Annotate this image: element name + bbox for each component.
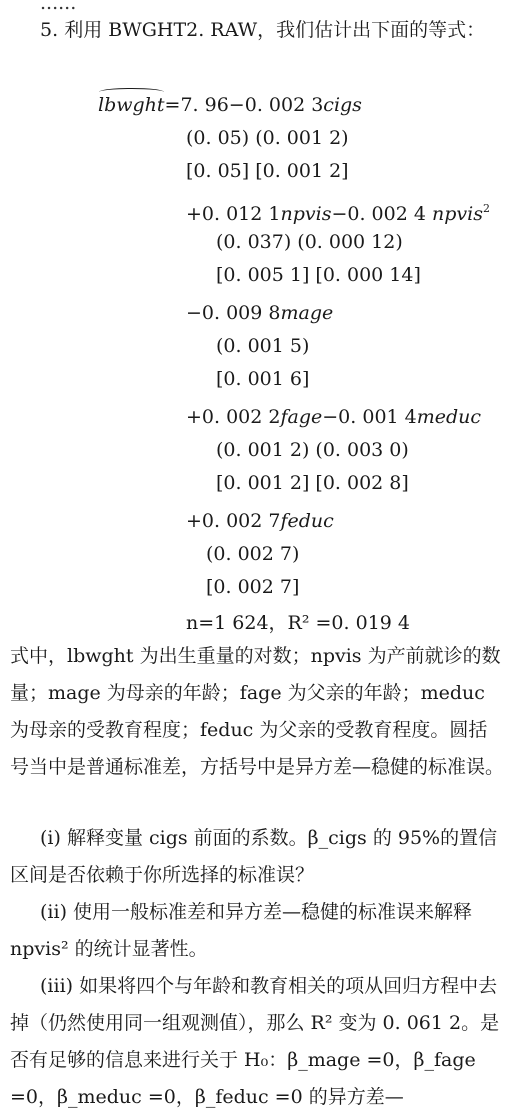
- problem-intro-text: 利用 BWGHT2. RAW，我们估计出下面的等式：: [64, 19, 486, 41]
- equation-robust-se: [0. 005 1] [0. 000 14]: [216, 264, 421, 286]
- question-i: (i) 解释变量 cigs 前面的系数。β_cigs 的 95%的置信区间是否依赖于你所选择的标准误？: [10, 827, 498, 886]
- question-iii: (iii) 如果将四个与年龄和教育相关的项从回归方程中去掉（仍然使用同一组观测值），那么 R² 变为 0. 061 2。是否有足够的信息来进行关于 H₀：β_mage =0，β_fage =0，β_meduc =0，β_feduc =0 的异方差—: [10, 975, 500, 1108]
- equation-robust-se: [0. 001 2] [0. 002 8]: [216, 472, 409, 494]
- equation-robust-se: [0. 05] [0. 001 2]: [186, 160, 349, 182]
- equation-stats: n=1 624，R² =0. 019 4: [186, 612, 410, 634]
- problem-number: 5.: [40, 19, 59, 41]
- equation-ols-se: (0. 002 7): [206, 543, 300, 565]
- cut-off-top-line: ......: [40, 0, 77, 14]
- equation-row-mage: −0. 009 8mage: [186, 302, 334, 324]
- equation-row-1: lbwght=7. 96−0. 002 3cigs: [98, 94, 362, 116]
- equation-ols-se: (0. 001 5): [216, 335, 310, 357]
- equation-lhs: lbwght: [98, 94, 165, 116]
- equation-row-npvis: +0. 012 1npvis−0. 002 4 npvis$^2$: [186, 202, 490, 225]
- equation-row-fage-meduc: +0. 002 2fage−0. 001 4meduc: [186, 406, 482, 428]
- equation-ols-se: (0. 05) (0. 001 2): [186, 127, 349, 149]
- equation-ols-se: (0. 001 2) (0. 003 0): [216, 439, 409, 461]
- equation-ols-se: (0. 037) (0. 000 12): [216, 231, 403, 253]
- explanation-paragraph: 式中，lbwght 为出生重量的对数；npvis 为产前就诊的数量；mage 为母亲的年龄；fage 为父亲的年龄；meduc 为母亲的受教育程度；feduc 为父亲的受教育程度。圆括号当中是普通标准差，方括号中是异方差—稳健的标准误。: [10, 645, 505, 778]
- problem-intro: [10, 12, 505, 49]
- equation-robust-se: [0. 001 6]: [216, 368, 310, 390]
- equation-row-feduc: +0. 002 7feduc: [186, 510, 334, 532]
- equation-robust-se: [0. 002 7]: [206, 576, 300, 598]
- question-ii: (ii) 使用一般标准差和异方差—稳健的标准误来解释 npvis² 的统计显著性。: [10, 901, 473, 960]
